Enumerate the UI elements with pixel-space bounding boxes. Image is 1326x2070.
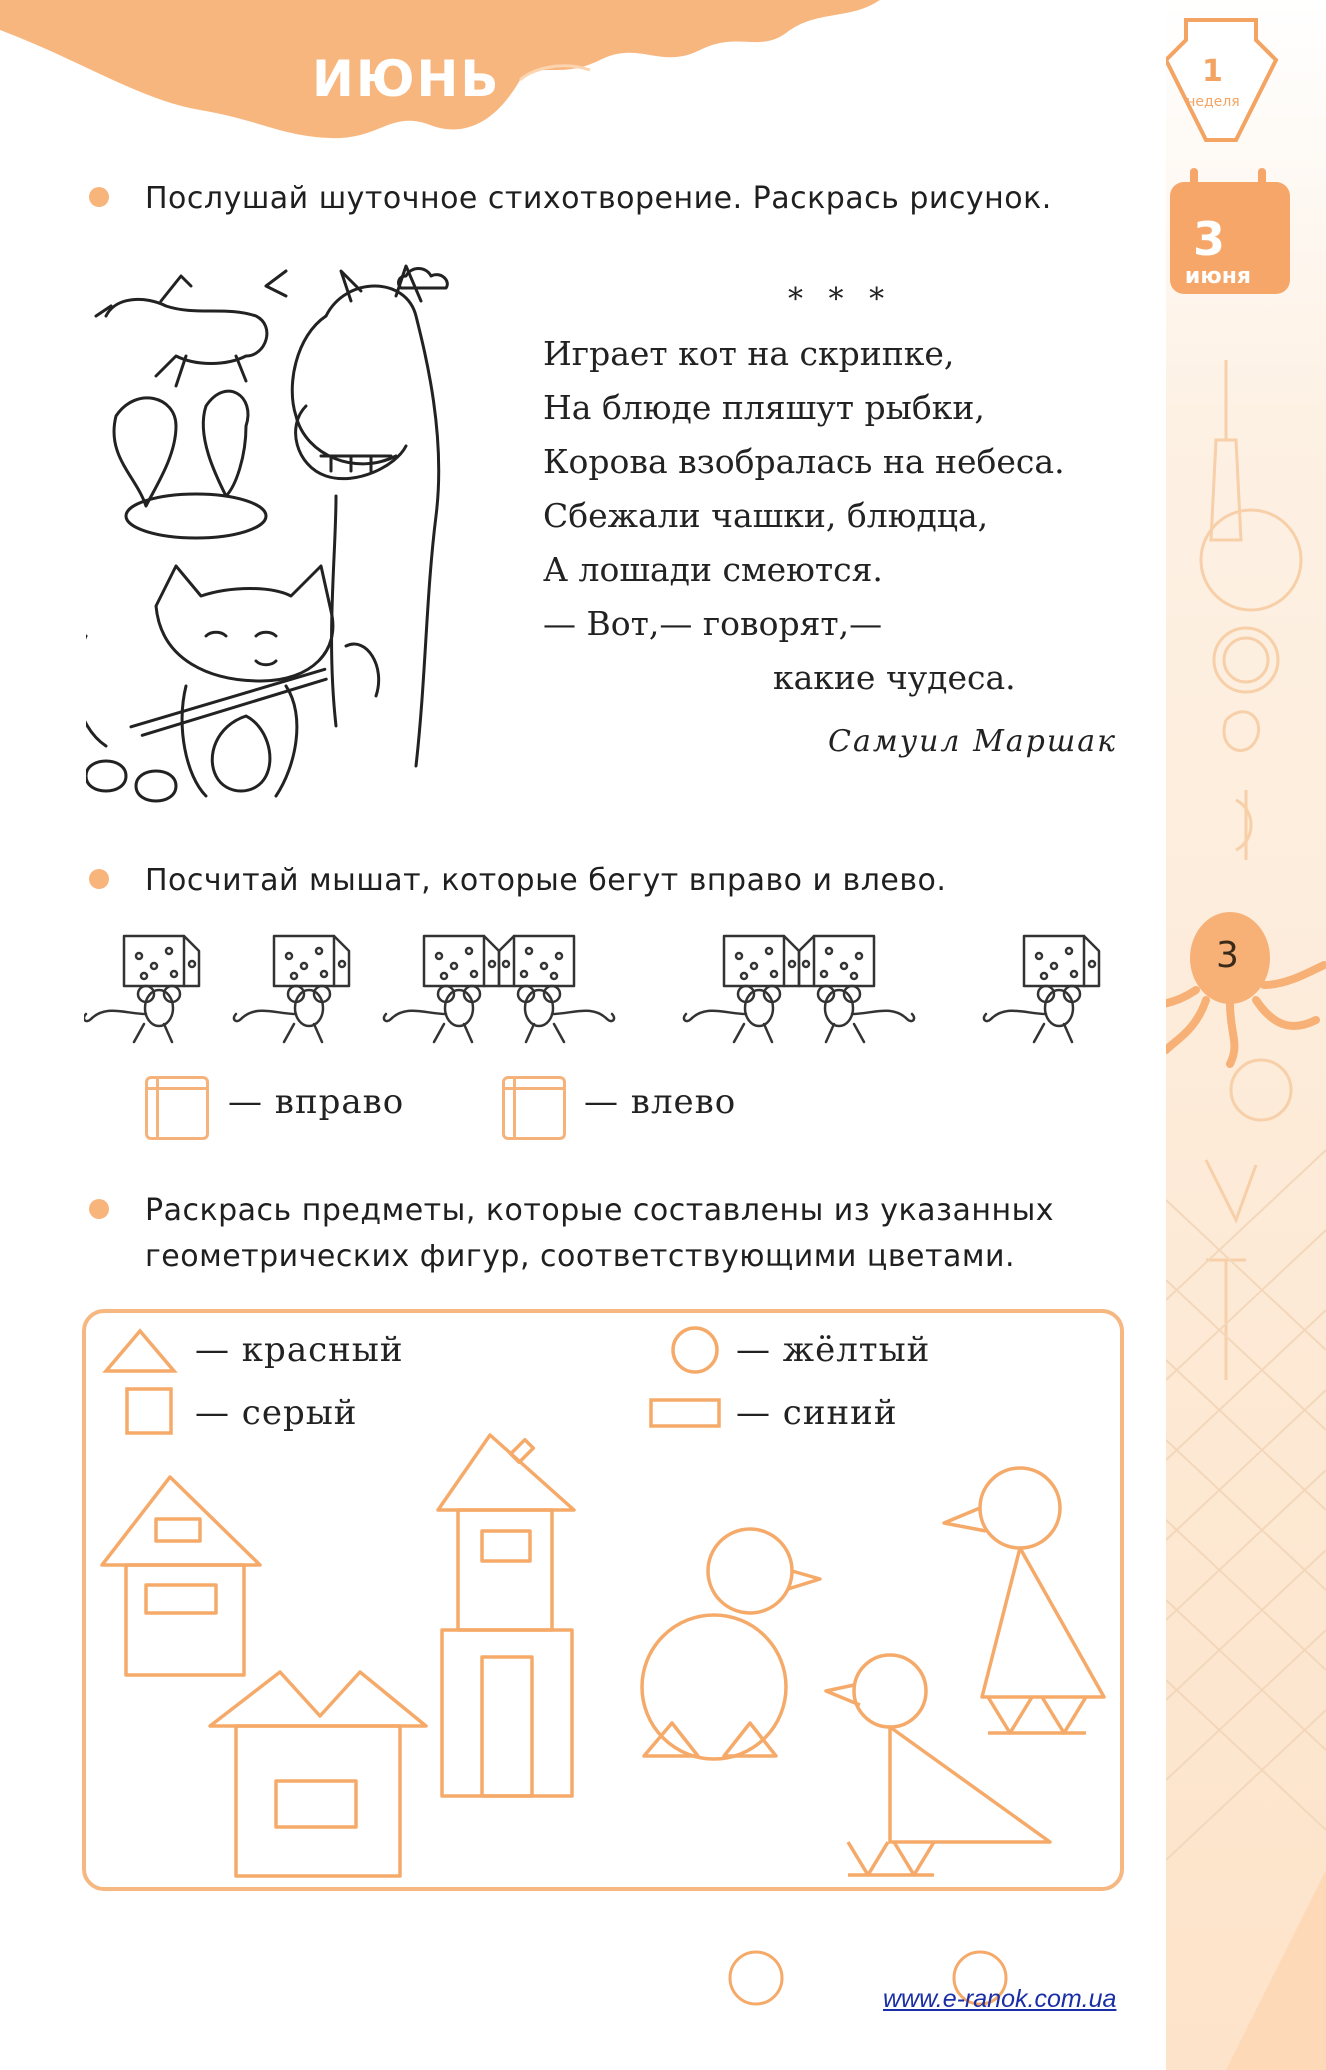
- poem-author: Самуил Маршак: [828, 724, 1118, 759]
- legend-square-label: — серый: [195, 1393, 358, 1433]
- tower: [438, 1435, 574, 1796]
- legend-triangle-label: — красный: [195, 1330, 404, 1370]
- page-number: 3: [1216, 935, 1239, 976]
- house-bottom: [210, 1672, 426, 1876]
- legend-rectangle-label: — синий: [736, 1393, 898, 1433]
- house-left: [102, 1477, 260, 1675]
- bird-round: [642, 1529, 820, 1759]
- poem-line: А лошади смеются.: [543, 550, 883, 589]
- week-number: 1: [1202, 54, 1223, 89]
- task1-instruction: Послушай шуточное стихотворение. Раскрась рисунок.: [145, 181, 1052, 216]
- footer-link[interactable]: www.e-ranok.com.ua: [883, 1985, 1117, 2013]
- bird-small: [826, 1655, 1050, 1875]
- side-decoration: [1166, 0, 1326, 2070]
- task2-bullet: [89, 869, 109, 889]
- poem-line: — Вот,— говорят,—: [543, 604, 883, 643]
- week-label: неделя: [1186, 94, 1240, 110]
- task3-instruction-line1: Раскрась предметы, которые составлены из указанных: [145, 1193, 1055, 1228]
- day-label: июня: [1184, 264, 1252, 289]
- task3-instruction-line2: геометрических фигур, соответствующими цветами.: [145, 1239, 1015, 1274]
- poem-line: Играет кот на скрипке,: [543, 334, 955, 373]
- day-number: 3: [1193, 212, 1226, 266]
- left-count-label: — влево: [584, 1082, 737, 1122]
- mice-row: [84, 926, 1144, 1056]
- month-title: ИЮНЬ: [312, 50, 501, 108]
- task2-instruction: Посчитай мышат, которые бегут вправо и влево.: [145, 863, 947, 898]
- poem-line: какие чудеса.: [773, 658, 1016, 697]
- poem-line: Сбежали чашки, блюдца,: [543, 496, 989, 535]
- shape-figures: [82, 1309, 1124, 1891]
- poem-stars: * * *: [788, 282, 893, 317]
- task3-bullet: [89, 1199, 109, 1219]
- right-count-label: — вправо: [228, 1082, 405, 1122]
- legend-circle-label: — жёлтый: [736, 1330, 931, 1370]
- right-count-box[interactable]: [145, 1076, 209, 1140]
- poem-line: Корова взобралась на небеса.: [543, 442, 1065, 481]
- left-count-box[interactable]: [502, 1076, 566, 1140]
- bird-tall: [944, 1468, 1104, 1733]
- poem-line: На блюде пляшут рыбки,: [543, 388, 985, 427]
- task1-bullet: [89, 187, 109, 207]
- poem-illustration: [86, 256, 506, 816]
